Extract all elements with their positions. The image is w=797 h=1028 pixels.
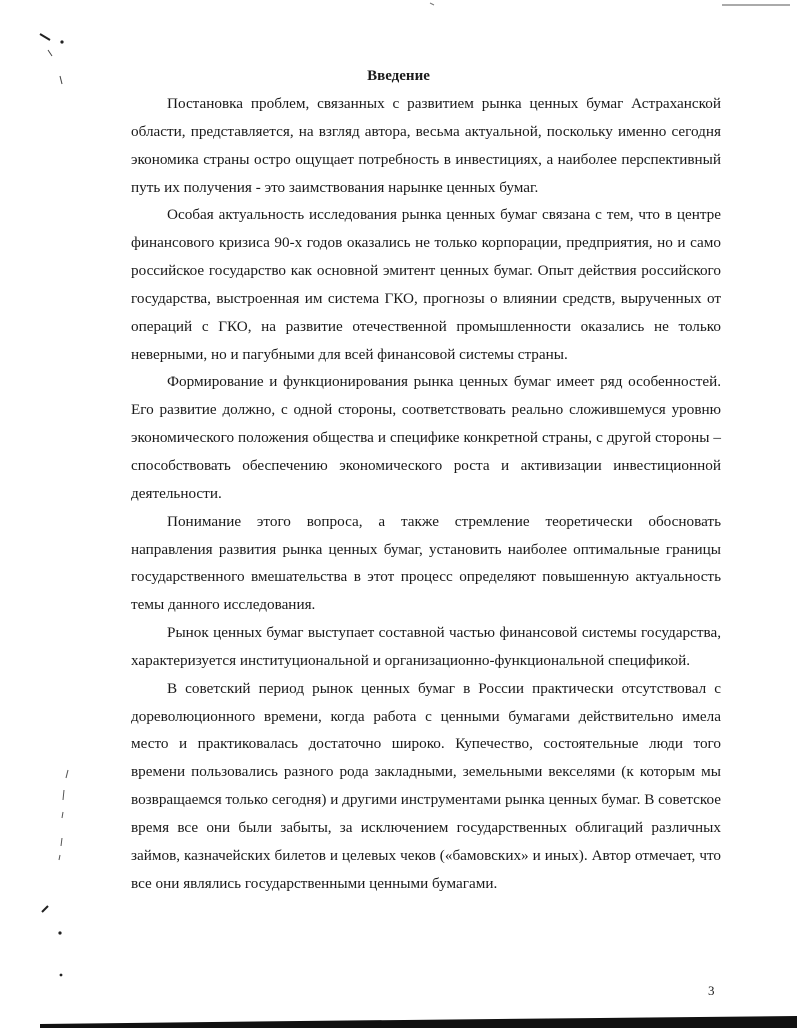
- scan-speck: [63, 790, 64, 800]
- scan-speck: [58, 931, 61, 934]
- scan-speck: [430, 3, 434, 5]
- scan-speck: [60, 974, 63, 977]
- scan-speck: [66, 770, 68, 778]
- scan-speck: [59, 855, 60, 860]
- scan-speck: [42, 906, 48, 912]
- paragraph: Понимание этого вопроса, а также стремление теоретически обосновать направления развития рынка ценных бумаг, установить наиболее оптимальные границы государственного вмешательства в этот процесс определяют повышенную актуальность темы данного исследования.: [131, 512, 721, 614]
- scan-speck: [48, 50, 52, 56]
- paragraph: В советский период рынок ценных бумаг в России практически отсутствовал с дореволюционного времени, когда работа с ценными бумагами действительно имела место и практиковалась достаточно широко. Купечество, состоятельные люди того времени пользовались разного рода закладными, земельными векселями (к которым мы возвращаемся только сегодня) и другими инструментами рынка ценных бумаг. В советское время все они были забыты, за исключением государственных облигаций различных займов, казначейских билетов и целевых чеков («бамовских» и иных). Автор отмечает, что все они являлись государственными ценными бумагами.: [131, 679, 721, 892]
- scan-speck: [62, 812, 63, 818]
- scan-bottom-edge: [40, 1016, 797, 1028]
- scan-speck: [61, 838, 62, 846]
- paragraph: Особая актуальность исследования рынка ценных бумаг связана с тем, что в центре финансового кризиса 90-х годов оказались не только корпорации, предприятия, но и само российское государство как основной эмитент ценных бумаг. Опыт действия российского государства, выстроенная им система ГКО, прогнозы о влиянии средств, вырученных от операций с ГКО, на развитие отечественной промышленности оказались не только неверными, но и пагубными для всей финансовой системы страны.: [131, 206, 721, 363]
- paragraph: Рынок ценных бумаг выступает составной частью финансовой системы государства, характеризуется институциональной и организационно-функциональной спецификой.: [131, 624, 721, 669]
- page-number: 3: [708, 983, 715, 998]
- body-text: [131, 90, 721, 897]
- paragraph: Формирование и функционирования рынка ценных бумаг имеет ряд особенностей. Его развитие должно, с одной стороны, соответствовать реально сложившемуся уровню экономического положения общества и специфике конкретной страны, с другой стороны – способствовать обеспечению экономического роста и активизации инвестиционной деятельности.: [131, 373, 721, 502]
- paragraph: Постановка проблем, связанных с развитием рынка ценных бумаг Астраханской области, представляется, на взгляд автора, весьма актуальной, поскольку именно сегодня экономика страны остро ощущает потребность в инвестициях, а наиболее перспективный путь их получения - это заимствования нарынке ценных бумаг.: [131, 95, 721, 196]
- scan-speck: [40, 34, 50, 40]
- section-title: Введение: [367, 68, 430, 84]
- scan-speck: [60, 40, 63, 43]
